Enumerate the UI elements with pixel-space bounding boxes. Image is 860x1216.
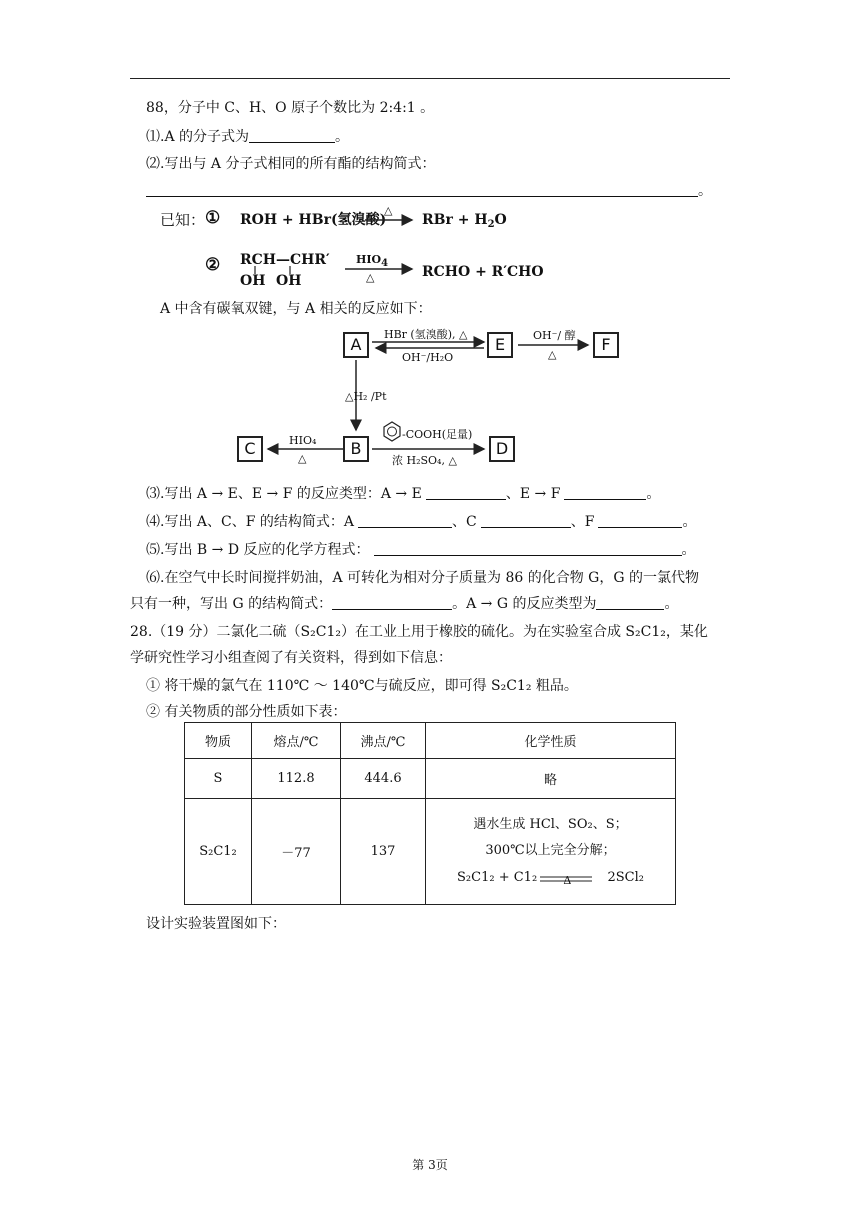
known-r2-reagent: $HIO_4$: [356, 253, 389, 269]
known-r2-oh-2: OH: [276, 273, 302, 289]
known-r2-heat: △: [366, 271, 375, 284]
compound-box-a: A: [343, 332, 369, 358]
header-chemical-properties: 化学性质: [426, 723, 676, 759]
design-text: 设计实验装置图如下：: [146, 916, 286, 932]
table-row: [185, 759, 676, 799]
known-r1-condition: △: [384, 204, 393, 217]
label-b-to-d: -COOH(足量): [402, 428, 473, 441]
header-melting-point: 熔点/℃: [252, 723, 341, 759]
prop-line-1: 遇水生成 HCl、SO₂、S；: [473, 816, 628, 832]
q4-blank-a[interactable]: [358, 513, 452, 528]
cell-melting-point: －77: [252, 799, 341, 905]
prop-equation: S₂C1₂ + C1₂ Δ 2SCl₂: [426, 864, 675, 892]
q6-blank-g[interactable]: [332, 595, 452, 610]
properties-table: [184, 722, 676, 905]
compound-box-c: C: [237, 436, 263, 462]
label-b-to-c: HIO₄: [289, 434, 317, 447]
known-r2-number: ②: [205, 255, 221, 275]
question-6-line-1: ⑹.在空气中长时间搅拌奶油，A 可转化为相对分子质量为 86 的化合物 G，G 的一氯代物: [146, 570, 699, 586]
known-r1-reactants: ROH + HBr(氢溴酸): [240, 212, 387, 228]
known-r1-number: ①: [205, 208, 221, 228]
cell-substance: S: [185, 759, 252, 799]
known-r2-products: RCHO + R′CHO: [422, 264, 544, 280]
label-e-to-a: OH⁻/H₂O: [402, 351, 454, 364]
known-r2-diol: RCH—CHR′: [240, 252, 330, 268]
q3-blank-e-to-f[interactable]: [564, 485, 646, 500]
q4-blank-f[interactable]: [598, 513, 682, 528]
q5-answer-blank[interactable]: [374, 541, 682, 556]
question-3: ⑶.写出 A → E、E → F 的反应类型：A → E 、E → F 。: [146, 486, 661, 502]
compound-box-f: F: [593, 332, 619, 358]
compound-box-e: E: [487, 332, 513, 358]
q6-blank-type[interactable]: [596, 595, 664, 610]
info-1: ① 将干燥的氯气在 110℃ ～ 140℃与硫反应，即可得 S₂C1₂ 粗品。: [146, 678, 578, 694]
compound-box-d: D: [489, 436, 515, 462]
cell-substance: S₂C1₂: [185, 799, 252, 905]
cell-melting-point: 112.8: [252, 759, 341, 799]
label-e-to-f-heat: △: [548, 348, 557, 361]
label-b-to-d-catalyst: 浓 H₂SO₄, △: [392, 454, 457, 467]
label-a-to-b: △H₂ /Pt: [345, 390, 387, 403]
cell-boiling-point: 444.6: [341, 759, 426, 799]
header-boiling-point: 沸点/℃: [341, 723, 426, 759]
equation-condition: Δ: [563, 873, 572, 887]
cell-properties: 略: [426, 759, 676, 799]
question-6-line-2: 只有一种，写出 G 的结构简式： 。A → G 的反应类型为 。: [130, 596, 679, 612]
q3-blank-a-to-e[interactable]: [426, 485, 506, 500]
question-5: ⑸.写出 B → D 反应的化学方程式： 。: [146, 542, 696, 558]
cell-boiling-point: 137: [341, 799, 426, 905]
table-row: [185, 799, 676, 905]
question-intro: 88，分子中 C、H、O 原子个数比为 2:4:1 。: [146, 100, 435, 116]
benzene-ring-icon: [384, 422, 400, 441]
label-e-to-f: OH⁻/ 醇: [533, 329, 576, 342]
q2-end: 。: [698, 183, 712, 199]
a-info: A 中含有碳氧双键，与 A 相关的反应如下：: [160, 301, 432, 317]
q1-end: 。: [335, 129, 350, 145]
label-a-to-e: HBr (氢溴酸), △: [384, 328, 468, 341]
prop-line-2: 300℃以上完全分解；: [485, 842, 616, 858]
question-28-line-1: 28.（19 分）二氯化二硫（S₂C1₂）在工业上用于橡胶的硫化。为在实验室合成 S₂C1₂，某化: [130, 624, 708, 640]
question-28-line-2: 学研究性学习小组查阅了有关资料，得到如下信息：: [130, 650, 452, 666]
q1-text: ⑴.A 的分子式为: [146, 129, 250, 145]
cell-properties: [426, 799, 676, 905]
question-4: ⑷.写出 A、C、F 的结构简式：A 、C 、F 。: [146, 514, 697, 530]
page-number: 第 3页: [412, 1158, 448, 1172]
q4-blank-c[interactable]: [481, 513, 571, 528]
info-2: ② 有关物质的部分性质如下表：: [146, 704, 347, 720]
table-header-row: [185, 723, 676, 759]
question-2: ⑵.写出与 A 分子式相同的所有酯的结构简式：: [146, 156, 436, 172]
compound-box-b: B: [343, 436, 369, 462]
known-r1-products: RBr + $H_2O$: [422, 212, 507, 230]
label-b-to-c-heat: △: [298, 452, 307, 465]
known-r2-oh-1: OH: [240, 273, 266, 289]
known-label: 已知：: [160, 211, 206, 229]
header-substance: 物质: [185, 723, 252, 759]
